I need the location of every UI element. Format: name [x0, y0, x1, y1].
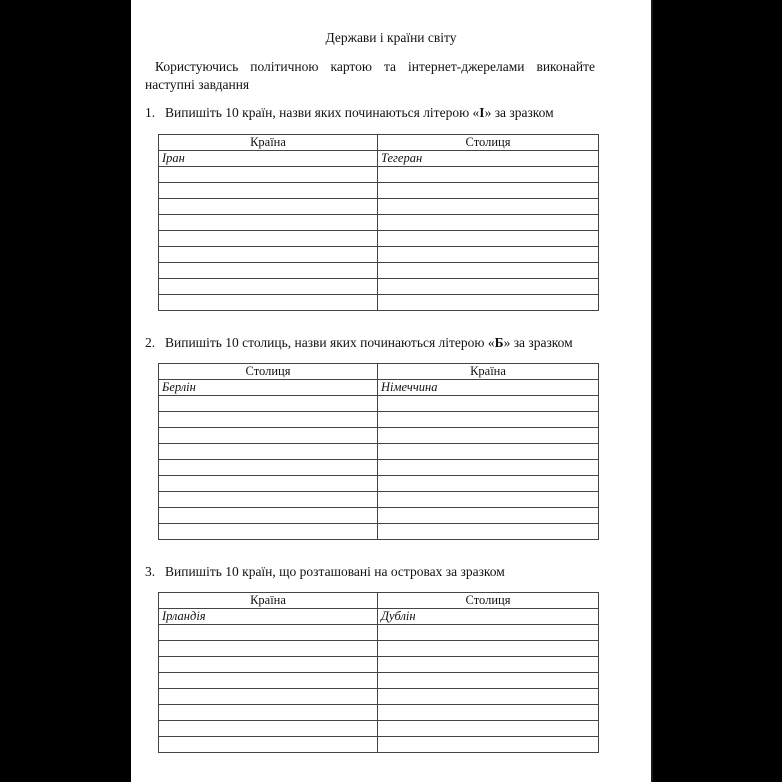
answer-cell[interactable]	[378, 428, 599, 444]
answer-cell[interactable]	[378, 641, 599, 657]
table-row	[159, 183, 599, 199]
sample-cell: Тегеран	[378, 151, 599, 167]
table-row	[159, 721, 599, 737]
table-row	[159, 673, 599, 689]
answer-cell[interactable]	[378, 508, 599, 524]
answer-cell[interactable]	[378, 689, 599, 705]
worksheet-page	[131, 0, 651, 782]
answer-cell[interactable]	[378, 657, 599, 673]
task-1-letter: І	[479, 105, 485, 120]
answer-cell[interactable]	[378, 295, 599, 311]
table-row	[159, 737, 599, 753]
column-header: Столиця	[378, 135, 599, 151]
answer-cell[interactable]	[159, 721, 378, 737]
task-2-text-after: » за зразком	[503, 335, 573, 350]
answer-cell[interactable]	[378, 199, 599, 215]
answer-cell[interactable]	[378, 167, 599, 183]
answer-cell[interactable]	[378, 460, 599, 476]
task-1-table	[158, 134, 599, 311]
sample-cell: Німеччина	[378, 380, 599, 396]
sample-cell: Дублін	[378, 609, 599, 625]
table-row	[159, 460, 599, 476]
answer-cell[interactable]	[159, 657, 378, 673]
answer-cell[interactable]	[378, 215, 599, 231]
answer-cell[interactable]	[378, 396, 599, 412]
answer-cell[interactable]	[378, 412, 599, 428]
answer-cell[interactable]	[159, 641, 378, 657]
intro-text: Користуючись політичною картою та інтернет-джерелами виконайте наступні завдання	[145, 59, 595, 92]
table-row	[159, 641, 599, 657]
table-row	[159, 428, 599, 444]
table-row	[159, 476, 599, 492]
answer-cell[interactable]	[159, 524, 378, 540]
table-row	[159, 396, 599, 412]
table-row	[159, 412, 599, 428]
task-3-text-before: Випишіть 10 країн, що розташовані на островах за зразком	[165, 564, 505, 579]
answer-cell[interactable]	[159, 183, 378, 199]
page-edge-shadow	[651, 0, 653, 782]
answer-cell[interactable]	[159, 673, 378, 689]
page-title: Держави і країни світу	[325, 30, 457, 45]
answer-cell[interactable]	[159, 705, 378, 721]
answer-cell[interactable]	[159, 508, 378, 524]
answer-cell[interactable]	[378, 737, 599, 753]
answer-cell[interactable]	[159, 295, 378, 311]
answer-cell[interactable]	[378, 492, 599, 508]
task-2-heading	[145, 335, 573, 351]
answer-cell[interactable]	[378, 279, 599, 295]
table-row	[159, 199, 599, 215]
answer-cell[interactable]	[378, 673, 599, 689]
column-header: Країна	[159, 593, 378, 609]
table-row	[159, 279, 599, 295]
answer-cell[interactable]	[159, 428, 378, 444]
answer-cell[interactable]	[378, 721, 599, 737]
answer-cell[interactable]	[159, 167, 378, 183]
sample-cell: Ірландія	[159, 609, 378, 625]
answer-cell[interactable]	[159, 279, 378, 295]
answer-cell[interactable]	[378, 231, 599, 247]
answer-cell[interactable]	[159, 199, 378, 215]
answer-cell[interactable]	[378, 444, 599, 460]
task-2-text-before: Випишіть 10 столиць, назви яких починаються літерою «	[165, 335, 495, 350]
answer-cell[interactable]	[159, 263, 378, 279]
answer-cell[interactable]	[159, 689, 378, 705]
table-row	[159, 247, 599, 263]
table-row	[159, 263, 599, 279]
answer-cell[interactable]	[378, 705, 599, 721]
table-row	[159, 625, 599, 641]
task-2-table	[158, 363, 599, 540]
table-row	[159, 295, 599, 311]
column-header: Столиця	[159, 364, 378, 380]
task-2-letter: Б	[494, 335, 504, 350]
answer-cell[interactable]	[159, 247, 378, 263]
table-row	[159, 492, 599, 508]
table-row	[159, 524, 599, 540]
table-row	[159, 444, 599, 460]
task-1-number: 1.	[145, 105, 156, 120]
intro-paragraph	[145, 58, 595, 94]
table-row	[159, 167, 599, 183]
answer-cell[interactable]	[159, 231, 378, 247]
sample-cell: Берлін	[159, 380, 378, 396]
answer-cell[interactable]	[378, 263, 599, 279]
table-row	[159, 689, 599, 705]
sample-cell: Іран	[159, 151, 378, 167]
answer-cell[interactable]	[378, 524, 599, 540]
answer-cell[interactable]	[378, 247, 599, 263]
task-2-number: 2.	[145, 335, 156, 350]
column-header: Країна	[378, 364, 599, 380]
table-row	[159, 215, 599, 231]
task-1-heading	[145, 105, 554, 121]
task-1-text-after: » за зразком	[484, 105, 554, 120]
answer-cell[interactable]	[159, 492, 378, 508]
answer-cell[interactable]	[159, 412, 378, 428]
answer-cell[interactable]	[159, 215, 378, 231]
answer-cell[interactable]	[159, 625, 378, 641]
answer-cell[interactable]	[159, 460, 378, 476]
answer-cell[interactable]	[378, 476, 599, 492]
answer-cell[interactable]	[378, 625, 599, 641]
answer-cell[interactable]	[159, 396, 378, 412]
table-row	[159, 508, 599, 524]
task-1-text-before: Випишіть 10 країн, назви яких починаються літерою «	[165, 105, 480, 120]
task-3-number: 3.	[145, 564, 156, 579]
task-3-heading	[145, 564, 505, 580]
task-3-table	[158, 592, 599, 753]
column-header: Країна	[159, 135, 378, 151]
table-row	[159, 657, 599, 673]
answer-cell[interactable]	[159, 476, 378, 492]
answer-cell[interactable]	[378, 183, 599, 199]
table-row	[159, 705, 599, 721]
column-header: Столиця	[378, 593, 599, 609]
answer-cell[interactable]	[159, 444, 378, 460]
answer-cell[interactable]	[159, 737, 378, 753]
table-row	[159, 231, 599, 247]
